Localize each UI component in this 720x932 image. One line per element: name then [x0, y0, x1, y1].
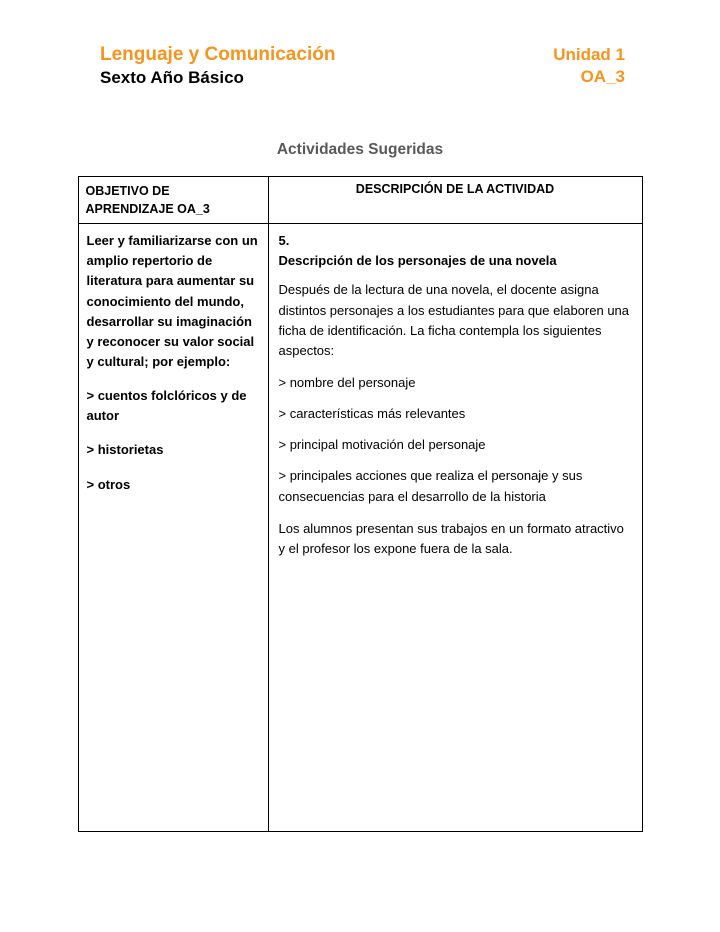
table-body	[78, 224, 642, 832]
activity-number: 5.	[278, 233, 290, 249]
activities-table	[78, 176, 643, 832]
activity-list-item: > nombre del personaje	[278, 374, 416, 390]
description-column-header: DESCRIPCIÓN DE LA ACTIVIDAD	[268, 176, 642, 223]
objective-intro-text: Leer y familiarizarse con un amplio repertorio de literatura para aumentar su conocimiento del mundo, desarrollar su imaginación y reconocer su valor social y cultural; por ejemplo:	[86, 233, 258, 369]
objective-cell	[78, 224, 268, 832]
page-title: Actividades Sugeridas	[276, 140, 444, 158]
activity-list-item: > principal motivación del personaje	[278, 437, 486, 453]
grade-title: Sexto Año Básico	[100, 67, 244, 87]
document-header	[0, 0, 720, 89]
activity-intro-text: Después de la lectura de una novela, el docente asigna distintos personajes a los estudiantes para que elaboren una ficha de identificación. La ficha contempla los siguientes aspectos:	[278, 282, 630, 358]
activity-list-item: > principales acciones que realiza el personaje y sus consecuencias para el desarrollo de la historia	[278, 468, 583, 504]
objective-list-item: > cuentos folclóricos y de autor	[86, 388, 247, 424]
objective-column-header: OBJETIVO DE APRENDIZAJE OA_3	[78, 176, 268, 223]
unit-label: Unidad 1	[553, 45, 625, 64]
activity-list-item: > características más relevantes	[278, 406, 466, 422]
activity-closing-text: Los alumnos presentan sus trabajos en un formato atractivo y el profesor los expone fuera de la sala.	[278, 520, 624, 556]
activity-title: Descripción de los personajes de una novela	[278, 253, 557, 269]
objective-list-item: > otros	[86, 476, 131, 492]
header-right	[553, 44, 625, 88]
activity-description-cell	[268, 224, 642, 832]
objective-list-item: > historietas	[86, 442, 164, 458]
header-left	[100, 44, 335, 89]
table-header-row	[78, 176, 642, 223]
oa-label: OA_3	[580, 67, 625, 87]
subject-title: Lenguaje y Comunicación	[100, 44, 336, 65]
table-row	[78, 224, 642, 832]
